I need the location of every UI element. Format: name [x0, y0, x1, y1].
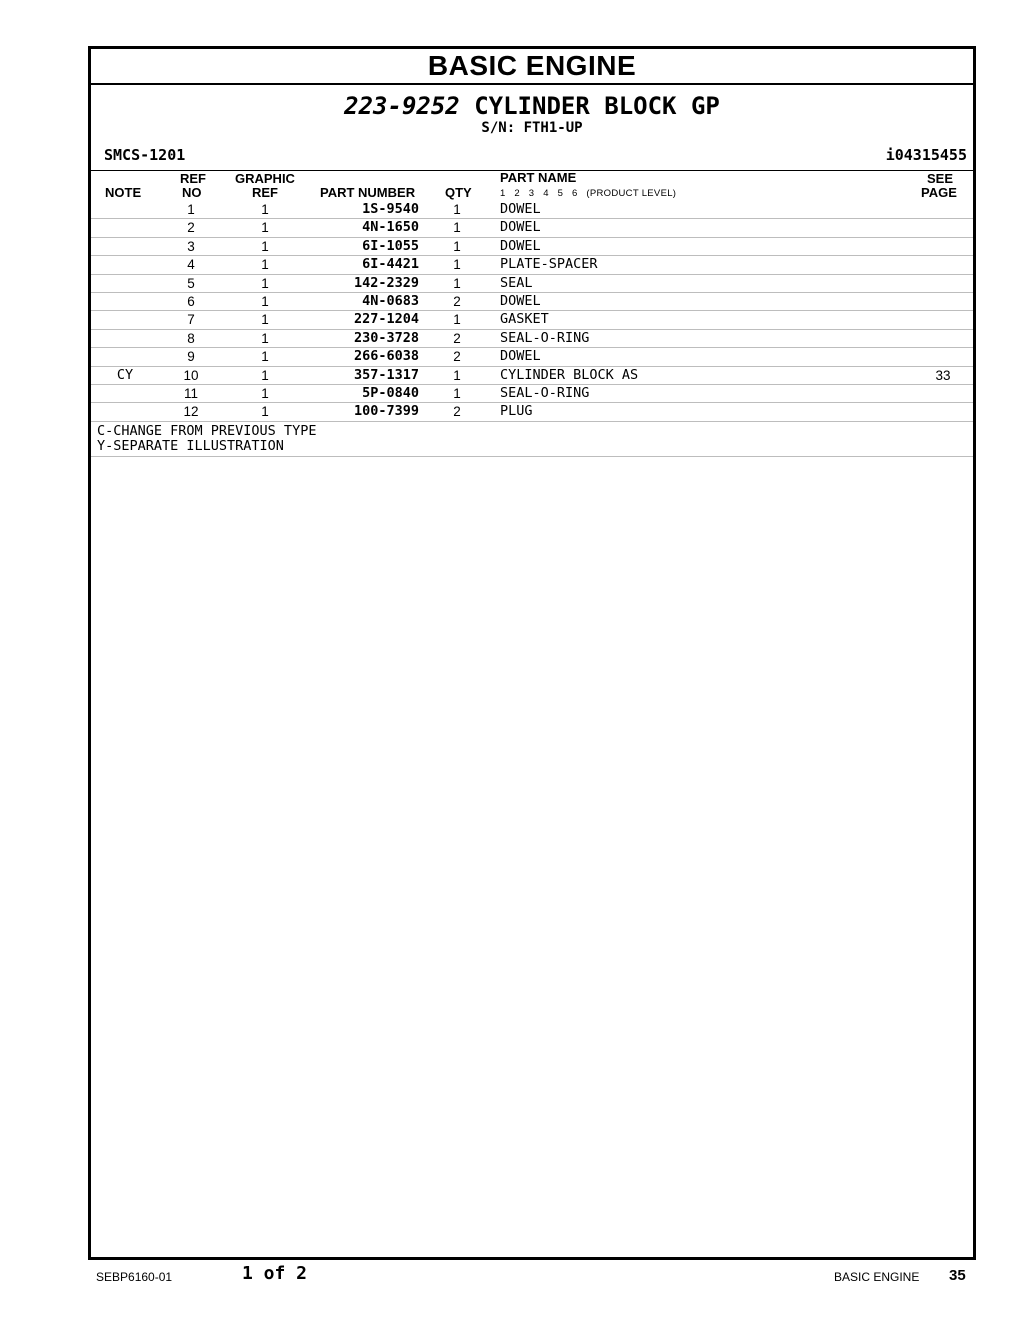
cell-graphic-ref: 1 — [261, 202, 269, 217]
cell-part-name: SEAL-O-RING — [500, 329, 590, 346]
col-graphic-top: GRAPHIC — [235, 171, 295, 186]
cell-part-number: 100-7399 — [353, 403, 419, 420]
cell-qty: 2 — [453, 349, 461, 365]
code-line — [91, 146, 973, 166]
cell-qty: 1 — [453, 257, 461, 273]
cell-qty: 1 — [453, 385, 461, 401]
group-name: CYLINDER BLOCK GP — [474, 92, 720, 120]
table-row — [91, 348, 973, 366]
cell-graphic-ref: 1 — [261, 275, 269, 291]
parts-page-frame — [88, 46, 976, 1260]
cell-graphic-ref: 1 — [261, 257, 269, 273]
cell-graphic-ref: 1 — [261, 238, 269, 254]
cell-ref-no: 8 — [187, 330, 195, 346]
serial-range: S/N: FTH1-UP — [481, 120, 583, 136]
cell-part-name: DOWEL — [500, 219, 541, 236]
cell-qty: 1 — [453, 220, 461, 236]
footer-page-of: 1 of 2 — [242, 1263, 308, 1284]
illustration-id: i04315455 — [885, 146, 967, 164]
cell-part-number: 6I-1055 — [362, 237, 419, 254]
cell-qty: 1 — [453, 202, 461, 217]
table-row — [91, 311, 973, 329]
cell-part-name: PLUG — [500, 403, 533, 420]
cell-part-number: 142-2329 — [353, 274, 419, 291]
cell-ref-no: 4 — [187, 257, 195, 273]
cell-qty: 1 — [453, 367, 461, 383]
cell-part-number: 4N-1650 — [362, 219, 419, 236]
cell-qty: 1 — [453, 312, 461, 328]
cell-part-name: DOWEL — [500, 348, 541, 365]
table-row — [91, 330, 973, 348]
group-part-number: 223-9252 — [344, 92, 460, 120]
cell-qty: 1 — [453, 238, 461, 254]
legend-line-c: C-CHANGE FROM PREVIOUS TYPE — [97, 422, 317, 439]
legend — [91, 422, 973, 457]
cell-graphic-ref: 1 — [261, 312, 269, 328]
cell-part-number: 266-6038 — [353, 348, 419, 365]
cell-ref-no: 10 — [183, 367, 199, 383]
cell-ref-no: 1 — [187, 202, 195, 217]
col-see-top: SEE — [927, 171, 954, 186]
col-graphic-bottom: REF — [252, 185, 278, 200]
table-row — [91, 385, 973, 403]
col-product-level: 1 2 3 4 5 6 (PRODUCT LEVEL) — [500, 188, 677, 199]
table-row — [91, 367, 973, 385]
footer-doc-number: SEBP6160-01 — [96, 1270, 173, 1284]
cell-ref-no: 6 — [187, 293, 195, 309]
cell-part-name: SEAL — [500, 274, 533, 291]
cell-graphic-ref: 1 — [261, 367, 269, 383]
cell-qty: 2 — [453, 404, 461, 420]
cell-part-name: SEAL-O-RING — [500, 384, 590, 401]
table-row — [91, 403, 973, 421]
cell-ref-no: 2 — [187, 220, 195, 236]
cell-ref-no: 5 — [187, 275, 195, 291]
legend-line-y: Y-SEPARATE ILLUSTRATION — [97, 437, 284, 454]
section-title: BASIC ENGINE — [91, 49, 973, 85]
col-see-bottom: PAGE — [921, 185, 957, 200]
cell-graphic-ref: 1 — [261, 330, 269, 346]
cell-ref-no: 9 — [187, 349, 195, 365]
col-part-name: PART NAME — [500, 170, 577, 185]
cell-graphic-ref: 1 — [261, 385, 269, 401]
cell-ref-no: 7 — [187, 312, 195, 328]
group-title — [91, 92, 973, 120]
cell-qty: 2 — [453, 293, 461, 309]
cell-ref-no: 12 — [183, 404, 199, 420]
table-row — [91, 293, 973, 311]
cell-part-number: 4N-0683 — [362, 292, 419, 309]
footer-section: BASIC ENGINE — [834, 1270, 920, 1284]
cell-ref-no: 3 — [187, 238, 195, 254]
cell-part-number: 357-1317 — [353, 366, 419, 383]
page-footer — [0, 1262, 1020, 1292]
table-row — [91, 275, 973, 293]
table-row — [91, 201, 973, 219]
cell-graphic-ref: 1 — [261, 293, 269, 309]
col-qty: QTY — [445, 185, 472, 200]
cell-graphic-ref: 1 — [261, 404, 269, 420]
cell-part-number: 1S-9540 — [362, 201, 419, 217]
footer-page-number: 35 — [949, 1267, 966, 1284]
cell-part-name: DOWEL — [500, 201, 541, 217]
cell-part-number: 227-1204 — [353, 311, 419, 328]
cell-part-name: GASKET — [500, 311, 549, 328]
cell-part-name: CYLINDER BLOCK AS — [500, 366, 639, 383]
cell-graphic-ref: 1 — [261, 220, 269, 236]
table-header — [91, 170, 973, 201]
col-ref-bottom: NO — [182, 185, 202, 200]
cell-graphic-ref: 1 — [261, 349, 269, 365]
table-row — [91, 256, 973, 274]
table-row — [91, 238, 973, 256]
col-note: NOTE — [105, 185, 142, 200]
cell-part-number: 5P-0840 — [362, 384, 419, 401]
cell-see-page: 33 — [935, 367, 951, 383]
cell-part-name: DOWEL — [500, 292, 541, 309]
cell-part-name: PLATE-SPACER — [500, 256, 598, 273]
cell-part-name: DOWEL — [500, 237, 541, 254]
col-part-number: PART NUMBER — [320, 185, 416, 200]
cell-part-number: 6I-4421 — [362, 256, 419, 273]
cell-qty: 1 — [453, 275, 461, 291]
cell-part-number: 230-3728 — [353, 329, 419, 346]
cell-ref-no: 11 — [183, 385, 198, 401]
cell-qty: 2 — [453, 330, 461, 346]
parts-table-body — [91, 201, 973, 422]
cell-note: CY — [116, 366, 134, 383]
smcs-code: SMCS-1201 — [104, 146, 186, 164]
table-row — [91, 219, 973, 237]
col-ref-top: REF — [180, 171, 206, 186]
